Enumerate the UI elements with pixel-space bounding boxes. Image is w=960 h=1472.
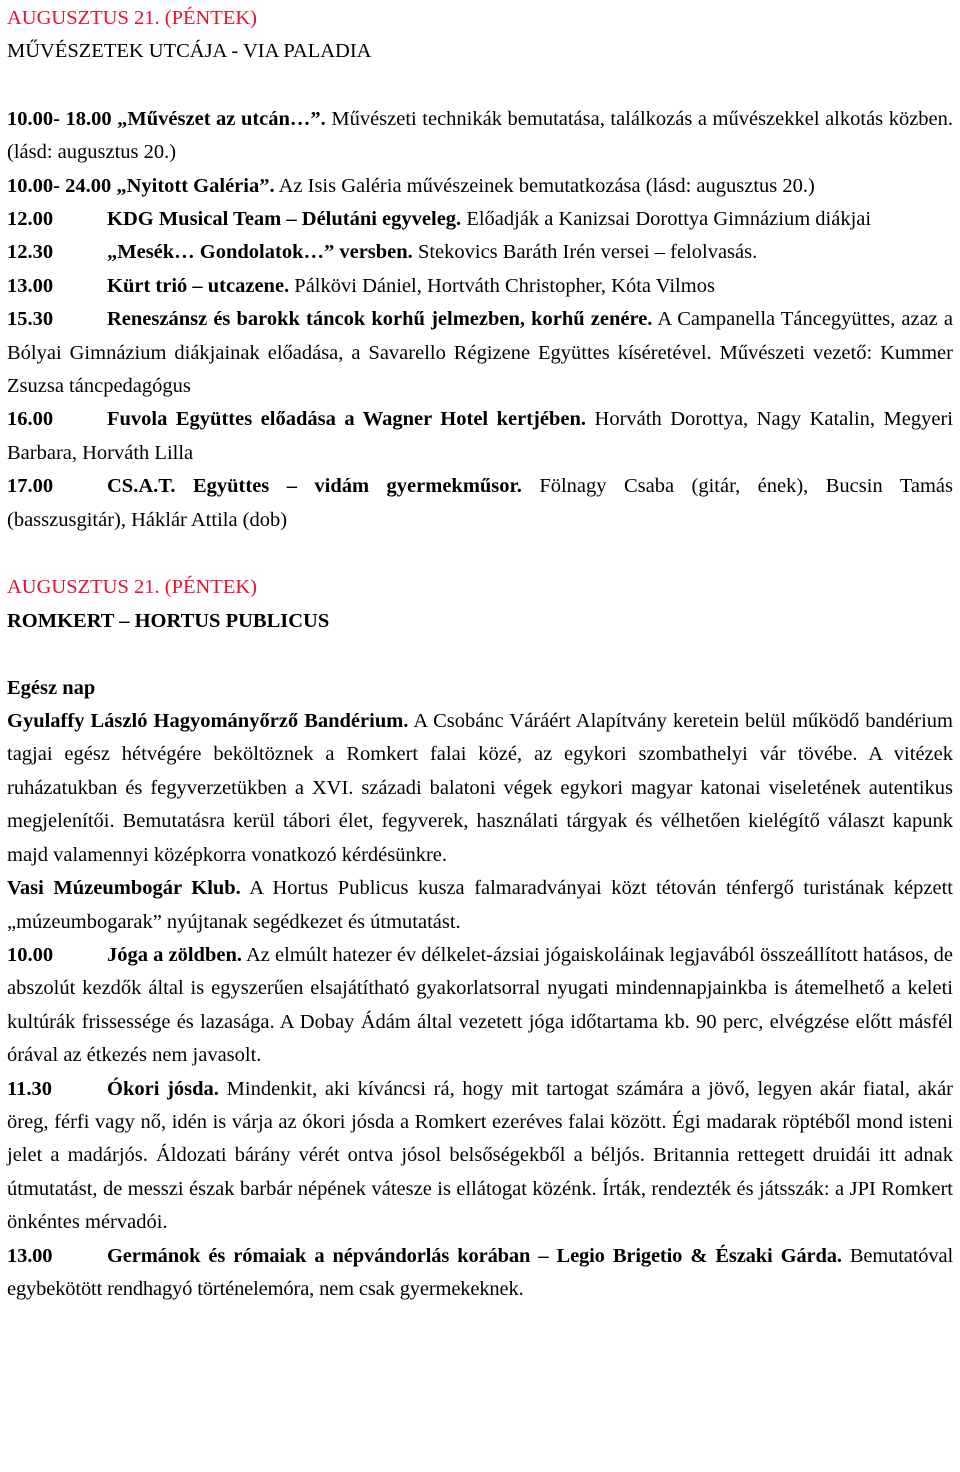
event-title: Germánok és rómaiak a népvándorlás korában – Legio Brigetio & Északi Gárda. bbox=[107, 1244, 842, 1267]
event-description: Bemutatóval egybekötött rendhagyó történelemóra, nem csak gyermekeknek. bbox=[7, 1244, 953, 1300]
event-title: Kürt trió – utcazene. bbox=[107, 274, 290, 297]
event-title: „Nyitott Galéria”. bbox=[116, 174, 275, 197]
event-time: 10.00- 24.00 bbox=[7, 174, 112, 197]
event-time: 15.30 bbox=[7, 308, 54, 331]
section1-date: AUGUSZTUS 21. (PÉNTEK) bbox=[7, 7, 257, 29]
section2-date: AUGUSZTUS 21. (PÉNTEK) bbox=[7, 576, 257, 599]
event-item bbox=[7, 270, 953, 303]
section2-venue: ROMKERT – HORTUS PUBLICUS bbox=[7, 609, 330, 632]
event-description: Mindenkit, aki kíváncsi rá, hogy mit tartogat számára a jövő, legyen akár fiatal, akár öreg, férfi vagy nő, idén is várja az ókori jósda a Romkert ezeréves falai között. Égi madarak röptéből mond isteni jelet a madárjós. Áldozati bárány vérét ontva jósol belsőségekből a béljós. Britannia rettegett druidái itt adnak útmutatást, de messzi észak barbár népének vátesze is ellátogat közénk. Írták, rendezték és játsszák: a JPI Romkert önkéntes mérvadói. bbox=[7, 1077, 953, 1234]
event-item bbox=[7, 939, 953, 1073]
event-title: CS.A.T. Együttes – vidám gyermekműsor. bbox=[107, 475, 522, 498]
event-title: KDG Musical Team – Délutáni egyveleg. bbox=[107, 208, 462, 231]
program-description: A Csobánc Váráért Alapítvány keretein belül működő bandérium tagjai egész hétvégére beköltöznek a Romkert falai közé, az egykori szombathelyi vár tövébe. A vitézek ruházatukban és fegyverzetükben a XVI. századi balatoni végek egykori magyar katonai viseletének autentikus megjelenítői. Bemutatásra kerül tábori élet, fegyverek, használati tárgyak és vélhetően kielégítő választ kapunk majd valamennyi középkorra vonatkozó kérdésünkre. bbox=[7, 710, 953, 866]
event-time: 16.00 bbox=[7, 408, 54, 431]
event-item bbox=[7, 170, 953, 203]
event-description: Művészeti technikák bemutatása, találkozás a művészekkel alkotás közben. (lásd: augusztus 20.) bbox=[7, 107, 954, 164]
event-item bbox=[7, 203, 953, 236]
event-item bbox=[7, 103, 953, 170]
event-item bbox=[7, 403, 953, 470]
spacer bbox=[7, 69, 953, 102]
allday-label: Egész nap bbox=[7, 676, 96, 699]
event-description: Fölnagy Csaba (gitár, ének), Bucsin Tamás (basszusgitár), Háklár Attila (dob) bbox=[7, 475, 953, 531]
event-title: Ókori jósda. bbox=[107, 1077, 219, 1100]
program-title: Gyulaffy László Hagyományőrző Bandérium. bbox=[7, 710, 409, 733]
event-title: Fuvola Együttes előadása a Wagner Hotel kertjében. bbox=[107, 408, 587, 431]
spacer bbox=[7, 638, 953, 671]
event-description: A Campanella Táncegyüttes, azaz a Bólyai Gimnázium diákjainak előadása, a Savarello Régizene Együttes kíséretével. Művészeti vezető: Kummer Zsuzsa táncpedagógus bbox=[7, 308, 953, 398]
event-description: Horváth Dorottya, Nagy Katalin, Megyeri Barbara, Horváth Lilla bbox=[7, 408, 953, 464]
event-description: Stekovics Baráth Irén versei – felolvasás. bbox=[417, 241, 758, 264]
event-item bbox=[7, 303, 953, 403]
program-item bbox=[7, 705, 953, 872]
event-item bbox=[7, 236, 953, 269]
event-item bbox=[7, 470, 953, 537]
program-item bbox=[7, 872, 953, 939]
event-time: 10.00 bbox=[7, 943, 54, 966]
spacer bbox=[7, 537, 953, 570]
event-description: Az Isis Galéria művészeinek bemutatkozása (lásd: augusztus 20.) bbox=[278, 174, 815, 197]
event-item bbox=[7, 1240, 953, 1307]
event-title: Jóga a zöldben. bbox=[107, 943, 242, 966]
event-time: 12.30 bbox=[7, 241, 54, 264]
event-title: „Művészet az utcán…”. bbox=[117, 107, 326, 130]
event-title: Reneszánsz és barokk táncok korhű jelmezben, korhű zenére. bbox=[107, 308, 653, 331]
event-description: Pálkövi Dániel, Hortváth Christopher, Kóta Vilmos bbox=[294, 274, 715, 297]
event-description: Az elmúlt hatezer év délkelet-ázsiai jógaiskoláinak legjavából összeállított hatásos, de abszolút kezdők által is egyszerűen elsajátítható gyakorlatsorral nyugati mindennapjainkba is átemelhető a keleti kultúrák frissessége és lazasága. A Dobay Ádám által vezetett jóga időtartama kb. 90 perc, elvégzése előtt másfél órával az étkezés nem javasolt. bbox=[7, 943, 953, 1067]
event-title: „Mesék… Gondolatok…” versben. bbox=[107, 241, 413, 264]
event-time: 13.00 bbox=[7, 274, 54, 297]
program-title: Vasi Múzeumbogár Klub. bbox=[7, 877, 241, 900]
event-time: 17.00 bbox=[7, 475, 54, 498]
program-description: A Hortus Publicus kusza falmaradványai közt tétován ténfergő turistának képzett „múzeumbogarak” nyújtanak segédkezet és útmutatást. bbox=[7, 877, 953, 933]
event-time: 11.30 bbox=[7, 1077, 52, 1100]
event-time: 12.00 bbox=[7, 208, 54, 231]
event-time: 10.00- 18.00 bbox=[7, 107, 112, 130]
event-description: Előadják a Kanizsai Dorottya Gimnázium diákjai bbox=[466, 208, 872, 231]
section1-venue: MŰVÉSZETEK UTCÁJA - VIA PALADIA bbox=[7, 40, 372, 63]
event-time: 13.00 bbox=[7, 1244, 53, 1267]
event-item bbox=[7, 1073, 953, 1240]
